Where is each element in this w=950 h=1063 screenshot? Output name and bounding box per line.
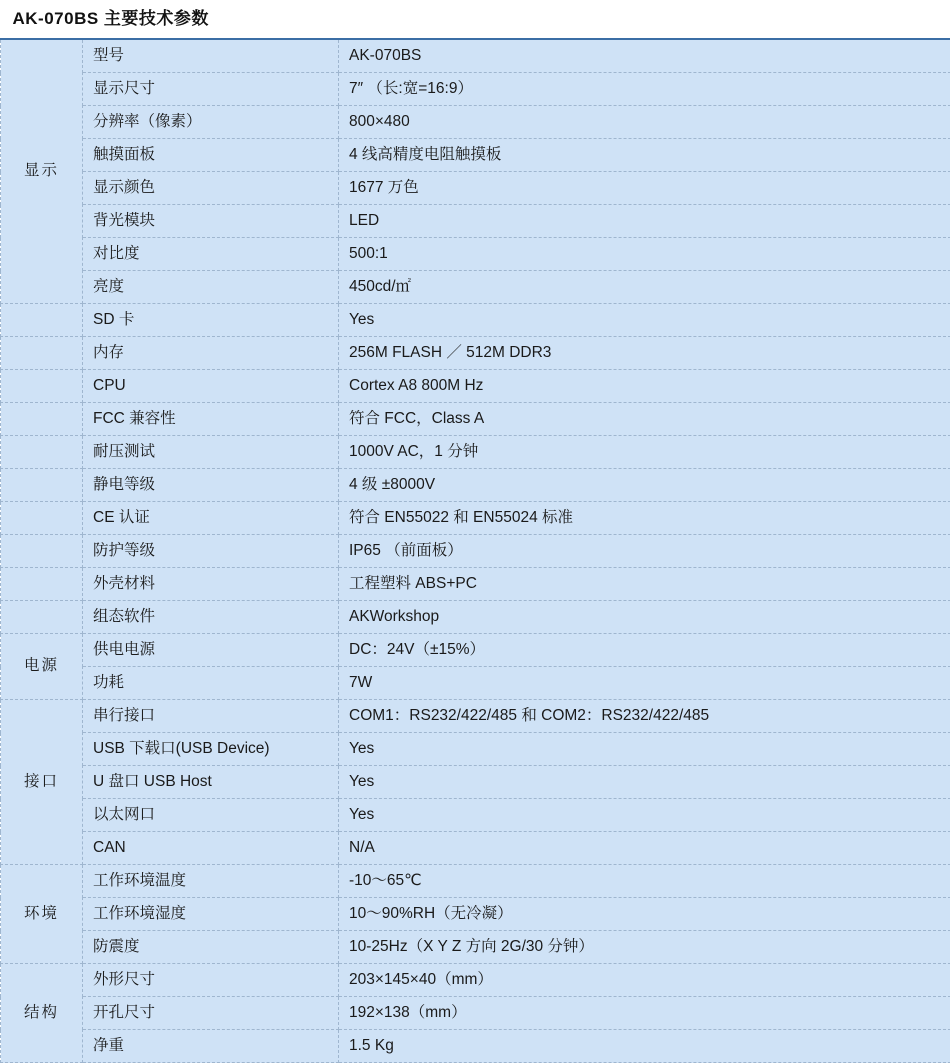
- item-value-cell: Yes: [339, 799, 950, 832]
- item-label-cell: 供电电源: [83, 634, 339, 667]
- item-label-cell: 防护等级: [83, 535, 339, 568]
- table-row: [1, 898, 950, 931]
- item-value-cell: 500:1: [339, 238, 950, 271]
- item-value-cell: LED: [339, 205, 950, 238]
- table-row: [1, 997, 950, 1030]
- table-row: [1, 172, 950, 205]
- item-value-cell: 203×145×40（mm）: [339, 964, 950, 997]
- item-label-cell: 型号: [83, 39, 339, 73]
- item-value-cell: Yes: [339, 766, 950, 799]
- group-cell: [1, 535, 83, 568]
- item-label-cell: 触摸面板: [83, 139, 339, 172]
- item-value-cell: AK-070BS: [339, 39, 950, 73]
- item-value-cell: 1000V AC，1 分钟: [339, 436, 950, 469]
- item-label-cell: 工作环境湿度: [83, 898, 339, 931]
- item-value-cell: COM1：RS232/422/485 和 COM2：RS232/422/485: [339, 700, 950, 733]
- item-value-cell: IP65 （前面板）: [339, 535, 950, 568]
- table-row: [1, 106, 950, 139]
- item-value-cell: -10～65℃: [339, 865, 950, 898]
- item-value-cell: Yes: [339, 304, 950, 337]
- item-value-cell: Yes: [339, 733, 950, 766]
- item-label-cell: 对比度: [83, 238, 339, 271]
- item-label-cell: 净重: [83, 1030, 339, 1063]
- item-value-cell: 10-25Hz（X Y Z 方向 2G/30 分钟）: [339, 931, 950, 964]
- item-label-cell: 防震度: [83, 931, 339, 964]
- table-row: [1, 370, 950, 403]
- item-value-cell: 192×138（mm）: [339, 997, 950, 1030]
- table-body: [1, 0, 950, 1063]
- item-label-cell: FCC 兼容性: [83, 403, 339, 436]
- item-label-cell: 内存: [83, 337, 339, 370]
- item-value-cell: AKWorkshop: [339, 601, 950, 634]
- item-value-cell: 256M FLASH ／ 512M DDR3: [339, 337, 950, 370]
- table-row: [1, 73, 950, 106]
- table-row: [1, 601, 950, 634]
- group-cell: [1, 337, 83, 370]
- group-cell: 显示: [1, 39, 83, 304]
- item-label-cell: 显示尺寸: [83, 73, 339, 106]
- item-value-cell: 4 线高精度电阻触摸板: [339, 139, 950, 172]
- table-row: [1, 931, 950, 964]
- item-label-cell: 显示颜色: [83, 172, 339, 205]
- table-row: [1, 1030, 950, 1063]
- item-label-cell: 耐压测试: [83, 436, 339, 469]
- table-row: [1, 700, 950, 733]
- item-label-cell: CE 认证: [83, 502, 339, 535]
- table-row: [1, 337, 950, 370]
- item-value-cell: 1677 万色: [339, 172, 950, 205]
- group-cell: [1, 469, 83, 502]
- item-label-cell: 分辨率（像素）: [83, 106, 339, 139]
- table-row: [1, 667, 950, 700]
- item-label-cell: 开孔尺寸: [83, 997, 339, 1030]
- item-value-cell: 10～90%RH（无冷凝）: [339, 898, 950, 931]
- item-label-cell: 组态软件: [83, 601, 339, 634]
- table-row: [1, 205, 950, 238]
- table-row: [1, 832, 950, 865]
- item-label-cell: 亮度: [83, 271, 339, 304]
- item-label-cell: SD 卡: [83, 304, 339, 337]
- group-cell: [1, 502, 83, 535]
- item-value-cell: DC：24V（±15%）: [339, 634, 950, 667]
- table-row: [1, 568, 950, 601]
- item-label-cell: 以太网口: [83, 799, 339, 832]
- item-label-cell: 工作环境温度: [83, 865, 339, 898]
- group-cell: [1, 403, 83, 436]
- table-row: [1, 535, 950, 568]
- group-cell: [1, 436, 83, 469]
- item-label-cell: U 盘口 USB Host: [83, 766, 339, 799]
- table-row: [1, 271, 950, 304]
- item-value-cell: N/A: [339, 832, 950, 865]
- title-row: [1, 0, 950, 39]
- item-value-cell: 工程塑料 ABS+PC: [339, 568, 950, 601]
- table-row: [1, 39, 950, 73]
- item-value-cell: 符合 EN55022 和 EN55024 标准: [339, 502, 950, 535]
- item-label-cell: CPU: [83, 370, 339, 403]
- group-cell: [1, 601, 83, 634]
- table-row: [1, 502, 950, 535]
- item-label-cell: 背光模块: [83, 205, 339, 238]
- group-cell: [1, 568, 83, 601]
- group-cell: 接口: [1, 700, 83, 865]
- item-value-cell: 800×480: [339, 106, 950, 139]
- table-row: [1, 139, 950, 172]
- item-label-cell: 外形尺寸: [83, 964, 339, 997]
- page-title: AK-070BS 主要技术参数: [1, 0, 950, 39]
- table-row: [1, 469, 950, 502]
- group-cell: [1, 304, 83, 337]
- table-row: [1, 799, 950, 832]
- table-row: [1, 634, 950, 667]
- group-cell: [1, 370, 83, 403]
- group-cell: 结构: [1, 964, 83, 1063]
- table-row: [1, 865, 950, 898]
- item-label-cell: 静电等级: [83, 469, 339, 502]
- item-value-cell: 450cd/㎡: [339, 271, 950, 304]
- item-label-cell: 外壳材料: [83, 568, 339, 601]
- item-label-cell: 功耗: [83, 667, 339, 700]
- item-label-cell: USB 下载口(USB Device): [83, 733, 339, 766]
- item-value-cell: Cortex A8 800M Hz: [339, 370, 950, 403]
- table-row: [1, 238, 950, 271]
- table-row: [1, 403, 950, 436]
- table-row: [1, 964, 950, 997]
- item-value-cell: 4 级 ±8000V: [339, 469, 950, 502]
- group-cell: 电源: [1, 634, 83, 700]
- group-cell: 环境: [1, 865, 83, 964]
- table-row: [1, 304, 950, 337]
- table-row: [1, 766, 950, 799]
- item-label-cell: CAN: [83, 832, 339, 865]
- item-value-cell: 7W: [339, 667, 950, 700]
- item-label-cell: 串行接口: [83, 700, 339, 733]
- table-row: [1, 733, 950, 766]
- item-value-cell: 7″ （长:宽=16:9）: [339, 73, 950, 106]
- item-value-cell: 1.5 Kg: [339, 1030, 950, 1063]
- table-row: [1, 436, 950, 469]
- item-value-cell: 符合 FCC，Class A: [339, 403, 950, 436]
